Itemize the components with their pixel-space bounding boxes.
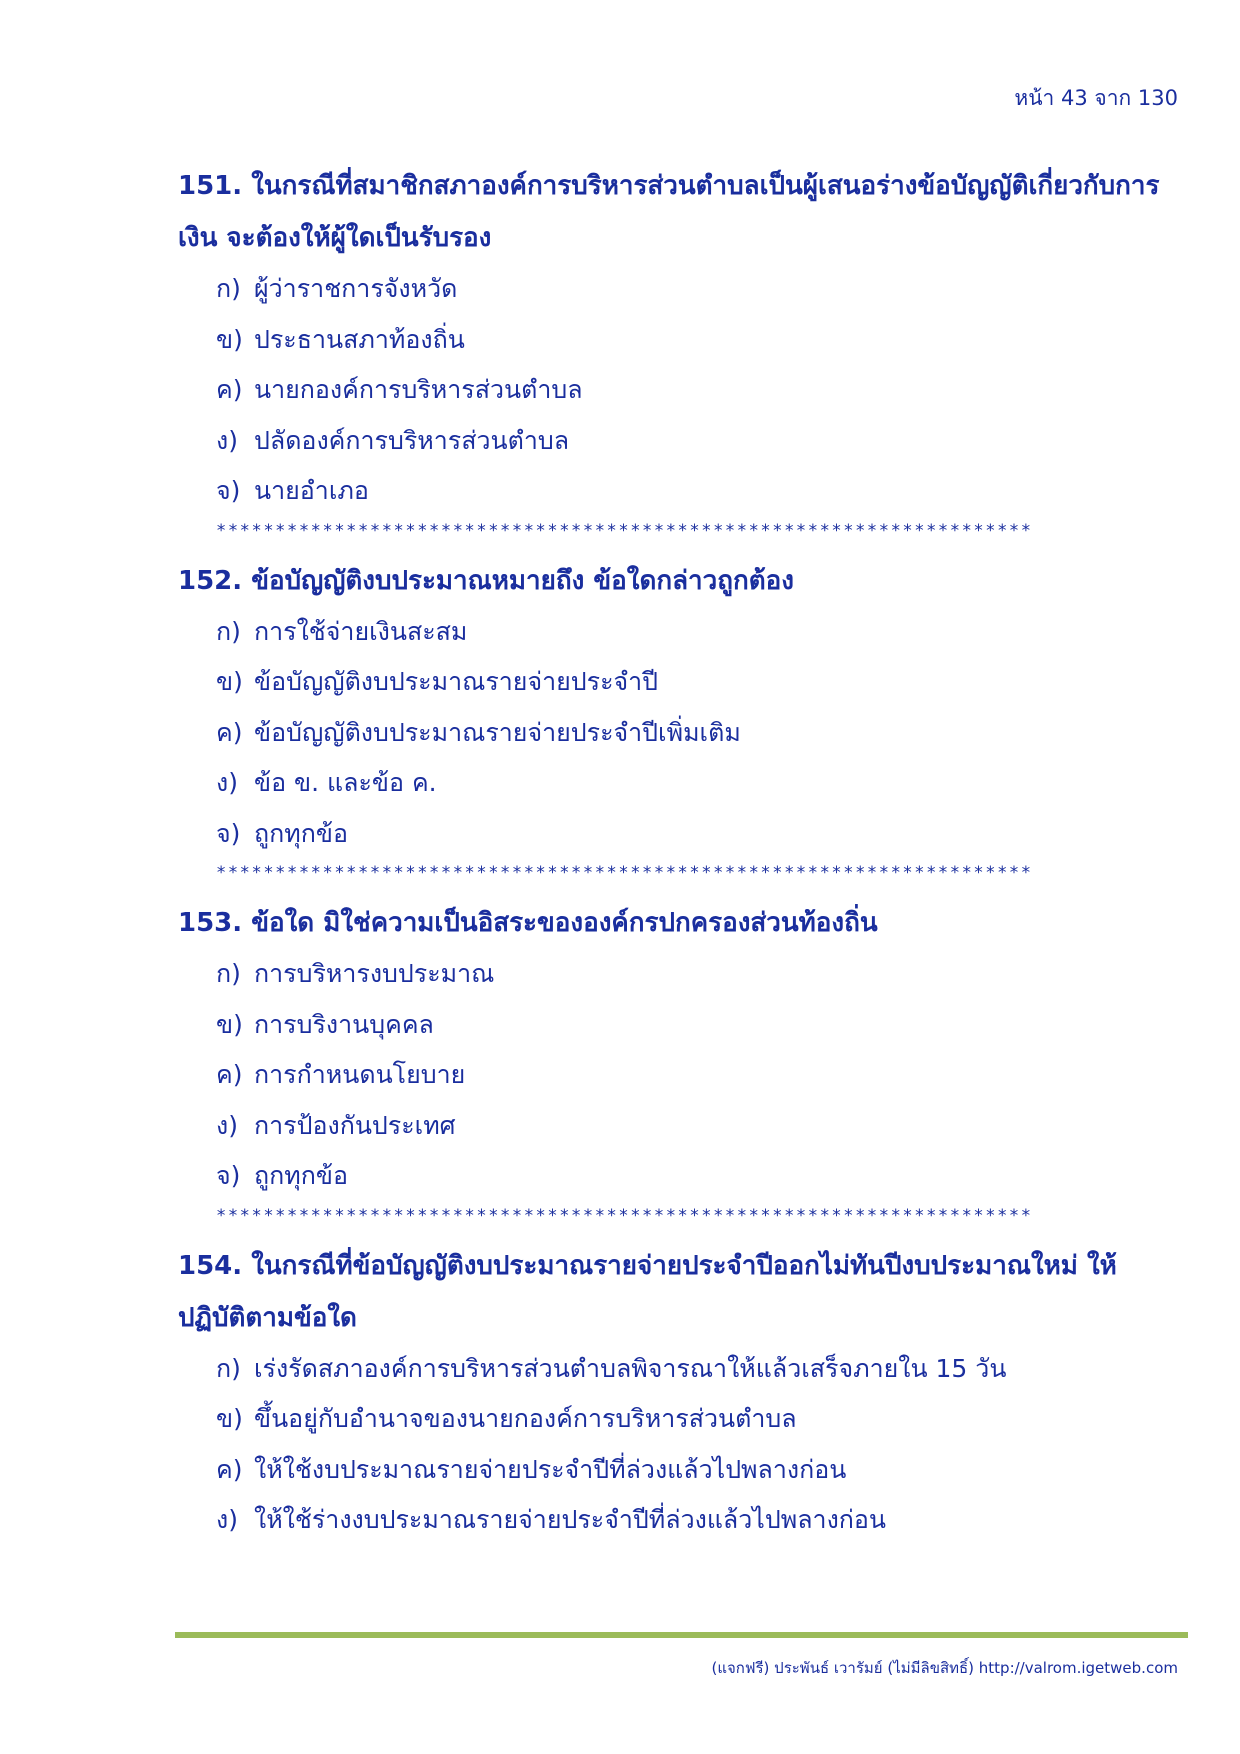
option-kho-khwai — [216, 1050, 1182, 1101]
option-cho — [216, 466, 1182, 517]
option-text: ขึ้นอยู่กับอำนาจของนายกองค์การบริหารส่วนตำบล — [254, 1404, 797, 1433]
option-letter: ง) — [216, 1110, 238, 1140]
option-text: ให้ใช้ร่างงบประมาณรายจ่ายประจำปีที่ล่วงแล้วไปพลางก่อน — [254, 1505, 887, 1534]
option-kho-khwai — [216, 1445, 1182, 1496]
options-list — [178, 607, 1182, 860]
option-ngo — [216, 1101, 1182, 1152]
question-text: 152. ข้อบัญญัติงบประมาณหมายถึง ข้อใดกล่าวถูกต้อง — [178, 565, 794, 596]
option-cho — [216, 809, 1182, 860]
option-ngo — [216, 1495, 1182, 1546]
option-kho — [216, 315, 1182, 366]
option-kho — [216, 1000, 1182, 1051]
option-kho-khwai — [216, 365, 1182, 416]
option-letter: ก) — [216, 1353, 241, 1383]
option-letter: ข) — [216, 324, 243, 354]
asterisk-separator: ********************************************************************* — [216, 520, 1033, 541]
option-text: ถูกทุกข้อ — [254, 818, 348, 848]
question-list — [178, 160, 1182, 1546]
option-text: ให้ใช้งบประมาณรายจ่ายประจำปีที่ล่วงแล้วไปพลางก่อน — [254, 1454, 847, 1484]
option-text: การป้องกันประเทศ — [254, 1110, 456, 1140]
option-letter: จ) — [216, 818, 241, 848]
option-text: นายกองค์การบริหารส่วนตำบล — [254, 375, 583, 404]
option-letter: ง) — [216, 1505, 238, 1534]
question-text: 151. ในกรณีที่สมาชิกสภาองค์การบริหารส่วนตำบลเป็นผู้เสนอร่างข้อบัญญัติเกี่ยวกับการเงิน จะต้องให้ผู้ใดเป็นรับรอง — [178, 171, 1160, 253]
option-cho — [216, 1151, 1182, 1202]
question-154 — [178, 1240, 1182, 1546]
option-text: ข้อบัญญัติงบประมาณรายจ่ายประจำปี — [254, 667, 659, 696]
options-list — [178, 264, 1182, 517]
option-letter: ข) — [216, 1009, 243, 1039]
option-text: ข้อ ข. และข้อ ค. — [254, 768, 437, 797]
option-letter: ก) — [216, 274, 241, 303]
option-ngo — [216, 416, 1182, 467]
option-text: การบริงานบุคคล — [254, 1009, 434, 1039]
option-letter: ข) — [216, 1404, 243, 1433]
option-ka — [216, 607, 1182, 658]
options-list — [178, 1344, 1182, 1546]
option-kho — [216, 657, 1182, 708]
options-list — [178, 949, 1182, 1202]
option-text: เร่งรัดสภาองค์การบริหารส่วนตำบลพิจารณาให้แล้วเสร็จภายใน 15 วัน — [254, 1353, 1007, 1383]
footer-credit: (แจกฟรี) ประพันธ์ เวารัมย์ (ไม่มีลิขสิทธิ์) http://valrom.igetweb.com — [711, 1659, 1178, 1677]
option-letter: ก) — [216, 616, 241, 646]
question-151 — [178, 160, 1182, 541]
option-text: ผู้ว่าราชการจังหวัด — [254, 274, 458, 303]
option-letter: ค) — [216, 1454, 243, 1484]
option-kho-khwai — [216, 708, 1182, 759]
option-kho — [216, 1394, 1182, 1445]
page-number: หน้า 43 จาก 130 — [1014, 86, 1178, 110]
question-152 — [178, 555, 1182, 884]
option-text: ประธานสภาท้องถิ่น — [254, 324, 465, 354]
option-letter: ก) — [216, 959, 241, 988]
option-ka — [216, 264, 1182, 315]
option-text: การบริหารงบประมาณ — [254, 959, 495, 988]
footer-divider — [175, 1632, 1188, 1638]
option-text: ปลัดองค์การบริหารส่วนตำบล — [254, 425, 570, 455]
option-letter: ค) — [216, 375, 243, 404]
question-text: 154. ในกรณีที่ข้อบัญญัติงบประมาณรายจ่ายประจำปีออกไม่ทันปีงบประมาณใหม่ ให้ปฏิบัติตามข้อใด — [178, 1250, 1117, 1333]
question-153 — [178, 897, 1182, 1226]
option-text: นายอำเภอ — [254, 476, 369, 505]
option-text: ถูกทุกข้อ — [254, 1161, 348, 1190]
option-letter: จ) — [216, 476, 241, 505]
option-letter: ค) — [216, 717, 243, 747]
option-text: การใช้จ่ายเงินสะสม — [254, 616, 468, 646]
option-letter: ง) — [216, 768, 238, 797]
option-letter: จ) — [216, 1161, 241, 1190]
asterisk-separator: ********************************************************************* — [216, 1205, 1033, 1226]
option-ngo — [216, 758, 1182, 809]
option-text: การกำหนดนโยบาย — [254, 1060, 466, 1089]
option-text: ข้อบัญญัติงบประมาณรายจ่ายประจำปีเพิ่มเติม — [254, 717, 741, 747]
asterisk-separator: ********************************************************************* — [216, 863, 1033, 883]
option-ka — [216, 949, 1182, 1000]
option-ka — [216, 1344, 1182, 1395]
option-letter: ข) — [216, 667, 243, 696]
question-text: 153. ข้อใด มิใช่ความเป็นอิสระขององค์กรปกครองส่วนท้องถิ่น — [178, 908, 878, 938]
option-letter: ง) — [216, 425, 238, 455]
option-letter: ค) — [216, 1060, 243, 1089]
